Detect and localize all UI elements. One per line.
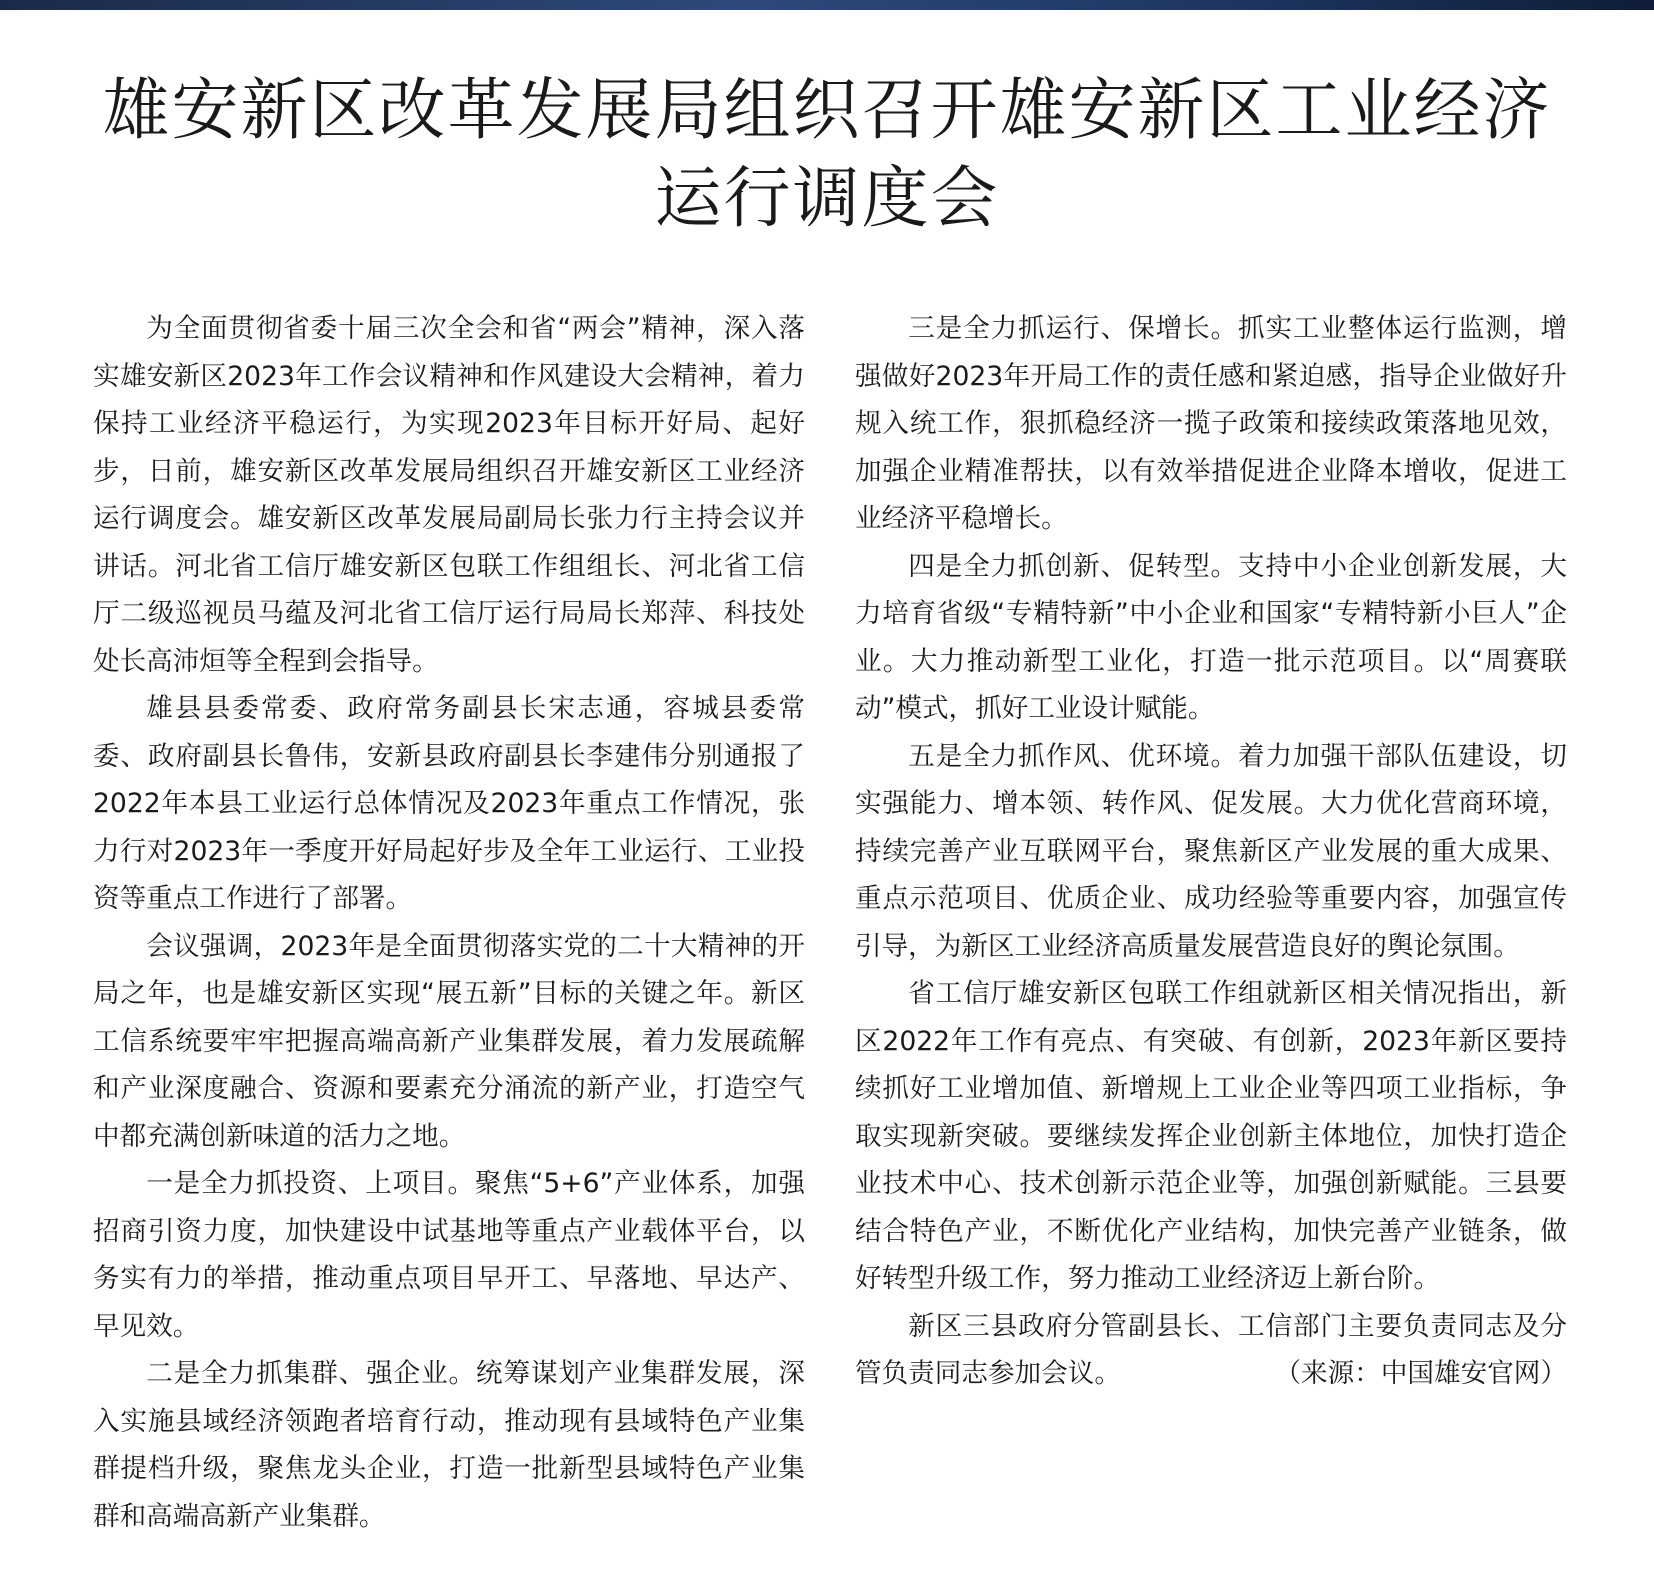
article-column-left — [93, 305, 805, 1540]
paragraph-point-five: 五是全力抓作风、优环境。着力加强干部队伍建设，切实强能力、增本领、转作风、促发展。大力优化营商环境，持续完善产业互联网平台，聚焦新区产业发展的重大成果、重点示范项目、优质企业、成功经验等重要内容，加强宣传引导，为新区工业经济高质量发展营造良好的舆论氛围。 — [855, 740, 1567, 962]
article-column-right — [855, 305, 1567, 1398]
article-title-line-2: 运行调度会 — [654, 159, 1000, 237]
article-title — [60, 66, 1594, 242]
article-title-line-1: 雄安新区改革发展局组织召开雄安新区工业经济 — [102, 71, 1552, 149]
paragraph-point-three: 三是全力抓运行、保增长。抓实工业整体运行监测，增强做好2023年开局工作的责任感和紧迫感，指导企业做好升规入统工作，狠抓稳经济一揽子政策和接续政策落地见效，加强企业精准帮扶，以有效举措促进企业降本增收，促进工业经济平稳增长。 — [855, 313, 1567, 534]
attendees-text: 新区三县政府分管副县长、工信部门主要负责同志及分管负责同志参加会议。 — [855, 1310, 1567, 1389]
paragraph-point-two: 二是全力抓集群、强企业。统筹谋划产业集群发展，深入实施县域经济领跑者培育行动，推动现有县域特色产业集群提档升级，聚焦龙头企业，打造一批新型县域特色产业集群和高端高新产业集群。 — [93, 1358, 805, 1532]
article-source: （来源：中国雄安官网） — [1274, 1358, 1567, 1389]
paragraph-intro: 为全面贯彻省委十届三次全会和省“两会”精神，深入落实雄安新区2023年工作会议精神和作风建设大会精神，着力保持工业经济平稳运行，为实现2023年目标开好局、起好步，日前，雄安新区改革发展局组织召开雄安新区工业经济运行调度会。雄安新区改革发展局副局长张力行主持会议并讲话。河北省工信厅雄安新区包联工作组组长、河北省工信厅二级巡视员马蕴及河北省工信厅运行局局长郑萍、科技处处长高沛烜等全程到会指导。 — [93, 313, 805, 677]
paragraph-county-reports: 雄县县委常委、政府常务副县长宋志通，容城县委常委、政府副县长鲁伟，安新县政府副县长李建伟分别通报了2022年本县工业运行总体情况及2023年重点工作情况，张力行对2023年一季度开好局起好步及全年工业运行、工业投资等重点工作进行了部署。 — [93, 693, 805, 914]
paragraph-working-group: 省工信厅雄安新区包联工作组就新区相关情况指出，新区2022年工作有亮点、有突破、有创新，2023年新区要持续抓好工业增加值、新增规上工业企业等四项工业指标，争取实现新突破。要继续发挥企业创新主体地位，加快打造企业技术中心、技术创新示范企业等，加强创新赋能。三县要结合特色产业，不断优化产业结构，加快完善产业链条，做好转型升级工作，努力推动工业经济迈上新台阶。 — [855, 978, 1567, 1294]
paragraph-point-four: 四是全力抓创新、促转型。支持中小企业创新发展，大力培育省级“专精特新”中小企业和国家“专精特新小巨人”企业。大力推动新型工业化，打造一批示范项目。以“周赛联动”模式，抓好工业设计赋能。 — [855, 550, 1567, 724]
paragraph-meeting-emphasis: 会议强调，2023年是全面贯彻落实党的二十大精神的开局之年，也是雄安新区实现“展五新”目标的关键之年。新区工信系统要牢牢把握高端高新产业集群发展，着力发展疏解和产业深度融合、资源和要素充分涌流的新产业，打造空气中都充满创新味道的活力之地。 — [93, 930, 805, 1152]
paragraph-point-one: 一是全力抓投资、上项目。聚焦“5+6”产业体系，加强招商引资力度，加快建设中试基地等重点产业载体平台，以务实有力的举措，推动重点项目早开工、早落地、早达产、早见效。 — [93, 1168, 805, 1342]
top-banner-bar — [0, 0, 1654, 10]
paragraph-attendees — [855, 1303, 1567, 1398]
